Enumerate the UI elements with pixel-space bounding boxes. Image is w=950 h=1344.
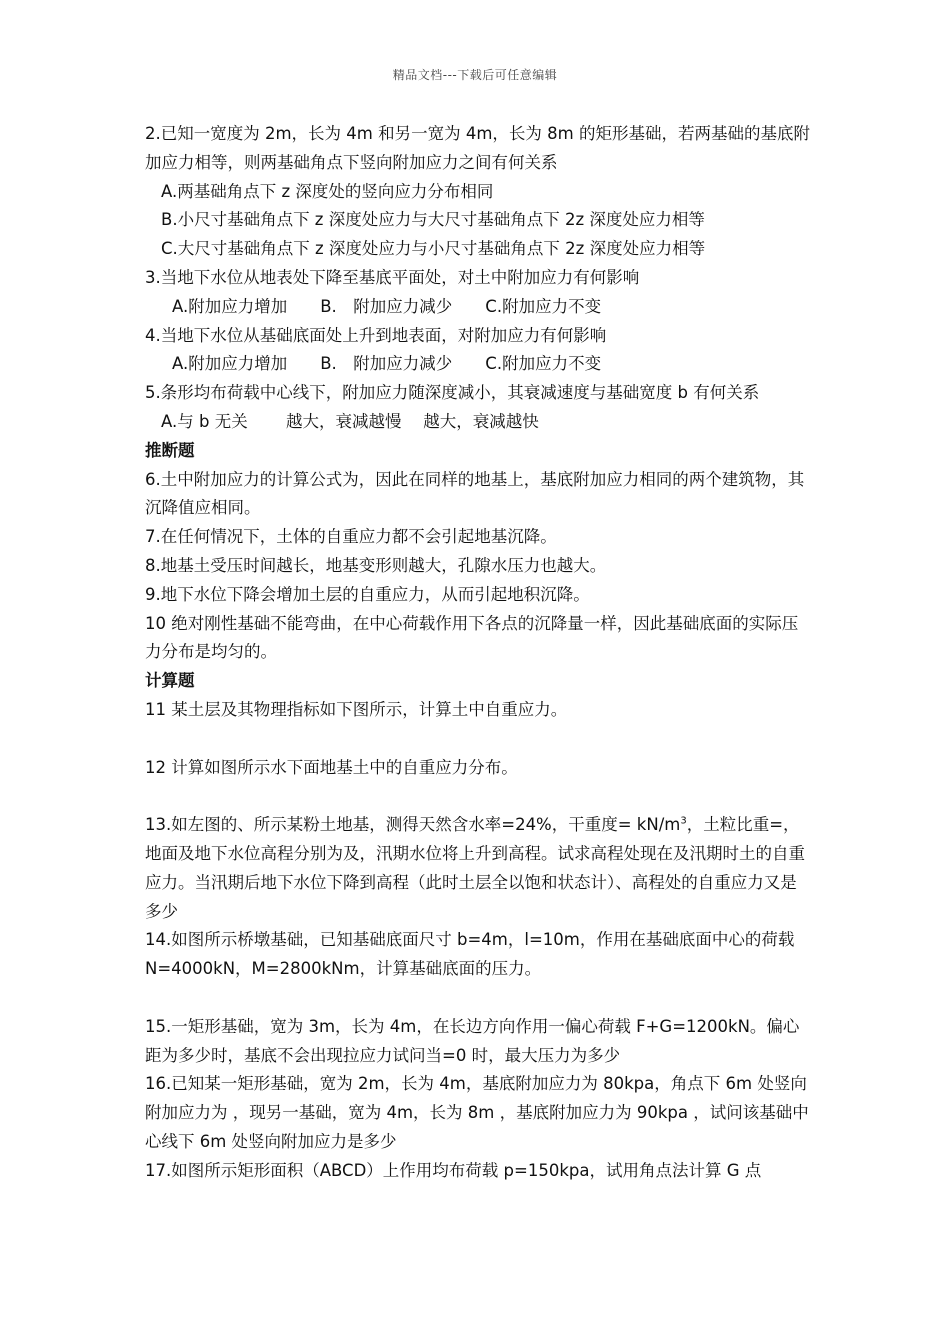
calc-question-13 bbox=[145, 811, 811, 926]
judge-question-9: 9.地下水位下降会增加土层的自重应力，从而引起地积沉降。 bbox=[145, 584, 590, 604]
calc-question-14: 14.如图所示桥墩基础，已知基础底面尺寸 b=4m，l=10m，作用在基础底面中心的荷载 N=4000kN，M=2800kNm，计算基础底面的压力。 bbox=[145, 930, 800, 979]
question-3-options: A.附加应力增加 B. 附加应力减少 C.附加应力不变 bbox=[172, 296, 602, 316]
calc-question-15: 15.一矩形基础，宽为 3m，长为 4m，在长边方向作用一偏心荷载 F+G=1200kN。偏心距为多少时，基底不会出现拉应力试问当=0 时，最大压力为多少 bbox=[145, 1016, 800, 1065]
blank-gap bbox=[145, 782, 811, 811]
page-header: 精品文档---下载后可任意编辑 bbox=[392, 68, 558, 82]
judge-question-7: 7.在任何情况下，土体的自重应力都不会引起地基沉降。 bbox=[145, 527, 557, 547]
question-2-stem: 2.已知一宽度为 2m，长为 4m 和另一宽为 4m，长为 8m 的矩形基础，若两基础的基底附加应力相等，则两基础角点下竖向附加应力之间有何关系 bbox=[145, 124, 810, 172]
question-5-options: A.与 b 无关 越大，衰减越慢 越大，衰减越快 bbox=[161, 411, 539, 431]
question-3-stem: 3.当地下水位从地表处下降至基底平面处，对土中附加应力有何影响 bbox=[145, 267, 640, 287]
document-body bbox=[145, 120, 811, 1185]
question-2-option-b: B.小尺寸基础角点下 z 深度处应力与大尺寸基础角点下 2z 深度处应力相等 bbox=[161, 210, 705, 230]
calc-question-12: 12 计算如图所示水下面地基土中的自重应力分布。 bbox=[145, 757, 518, 777]
section-heading-judge: 推断题 bbox=[145, 440, 195, 460]
calc-question-17: 17.如图所示矩形面积（ABCD）上作用均布荷载 p=150kpa，试用角点法计算 G 点 bbox=[145, 1160, 762, 1180]
calc-question-13-part-b: ，土粒比重=，地面及地下水位高程分别为及，汛期水位将上升到高程。试求高程处现在及汛期时土的自重应力。当汛期后地下水位下降到高程（此时土层全以饱和状态计）、高程处的自重应力又是多少 bbox=[145, 815, 805, 921]
question-2-option-c: C.大尺寸基础角点下 z 深度处应力与小尺寸基础角点下 2z 深度处应力相等 bbox=[161, 239, 706, 259]
unit-superscript: 3 bbox=[680, 815, 687, 827]
question-4-stem: 4.当地下水位从基础底面处上升到地表面，对附加应力有何影响 bbox=[145, 325, 607, 345]
calc-question-11: 11 某土层及其物理指标如下图所示，计算土中自重应力。 bbox=[145, 699, 568, 719]
judge-question-8: 8.地基土受压时间越长，地基变形则越大，孔隙水压力也越大。 bbox=[145, 555, 607, 575]
blank-gap bbox=[145, 984, 811, 1013]
judge-question-10: 10 绝对刚性基础不能弯曲，在中心荷载作用下各点的沉降量一样，因此基础底面的实际压力分布是均匀的。 bbox=[145, 613, 799, 662]
question-5-stem: 5.条形均布荷载中心线下，附加应力随深度减小，其衰减速度与基础宽度 b 有何关系 bbox=[145, 383, 760, 403]
question-2-option-a: A.两基础角点下 z 深度处的竖向应力分布相同 bbox=[161, 181, 494, 201]
section-heading-calc: 计算题 bbox=[145, 671, 195, 691]
calc-question-16: 16.已知某一矩形基础，宽为 2m，长为 4m，基底附加应力为 80kpa，角点下 6m 处竖向附加应力为 ，现另一基础，宽为 4m，长为 8m ，基底附加应力为 90kpa ，试问该基础中心线下 6m 处竖向附加应力是多少 bbox=[145, 1074, 809, 1151]
question-4-options: A.附加应力增加 B. 附加应力减少 C.附加应力不变 bbox=[172, 354, 602, 374]
judge-question-6: 6.土中附加应力的计算公式为，因此在同样的地基上，基底附加应力相同的两个建筑物，其沉降值应相同。 bbox=[145, 469, 805, 518]
calc-question-13-part-a: 13.如左图的、所示某粉土地基，测得天然含水率=24%，干重度= kN/m bbox=[145, 815, 681, 835]
blank-gap bbox=[145, 725, 811, 754]
